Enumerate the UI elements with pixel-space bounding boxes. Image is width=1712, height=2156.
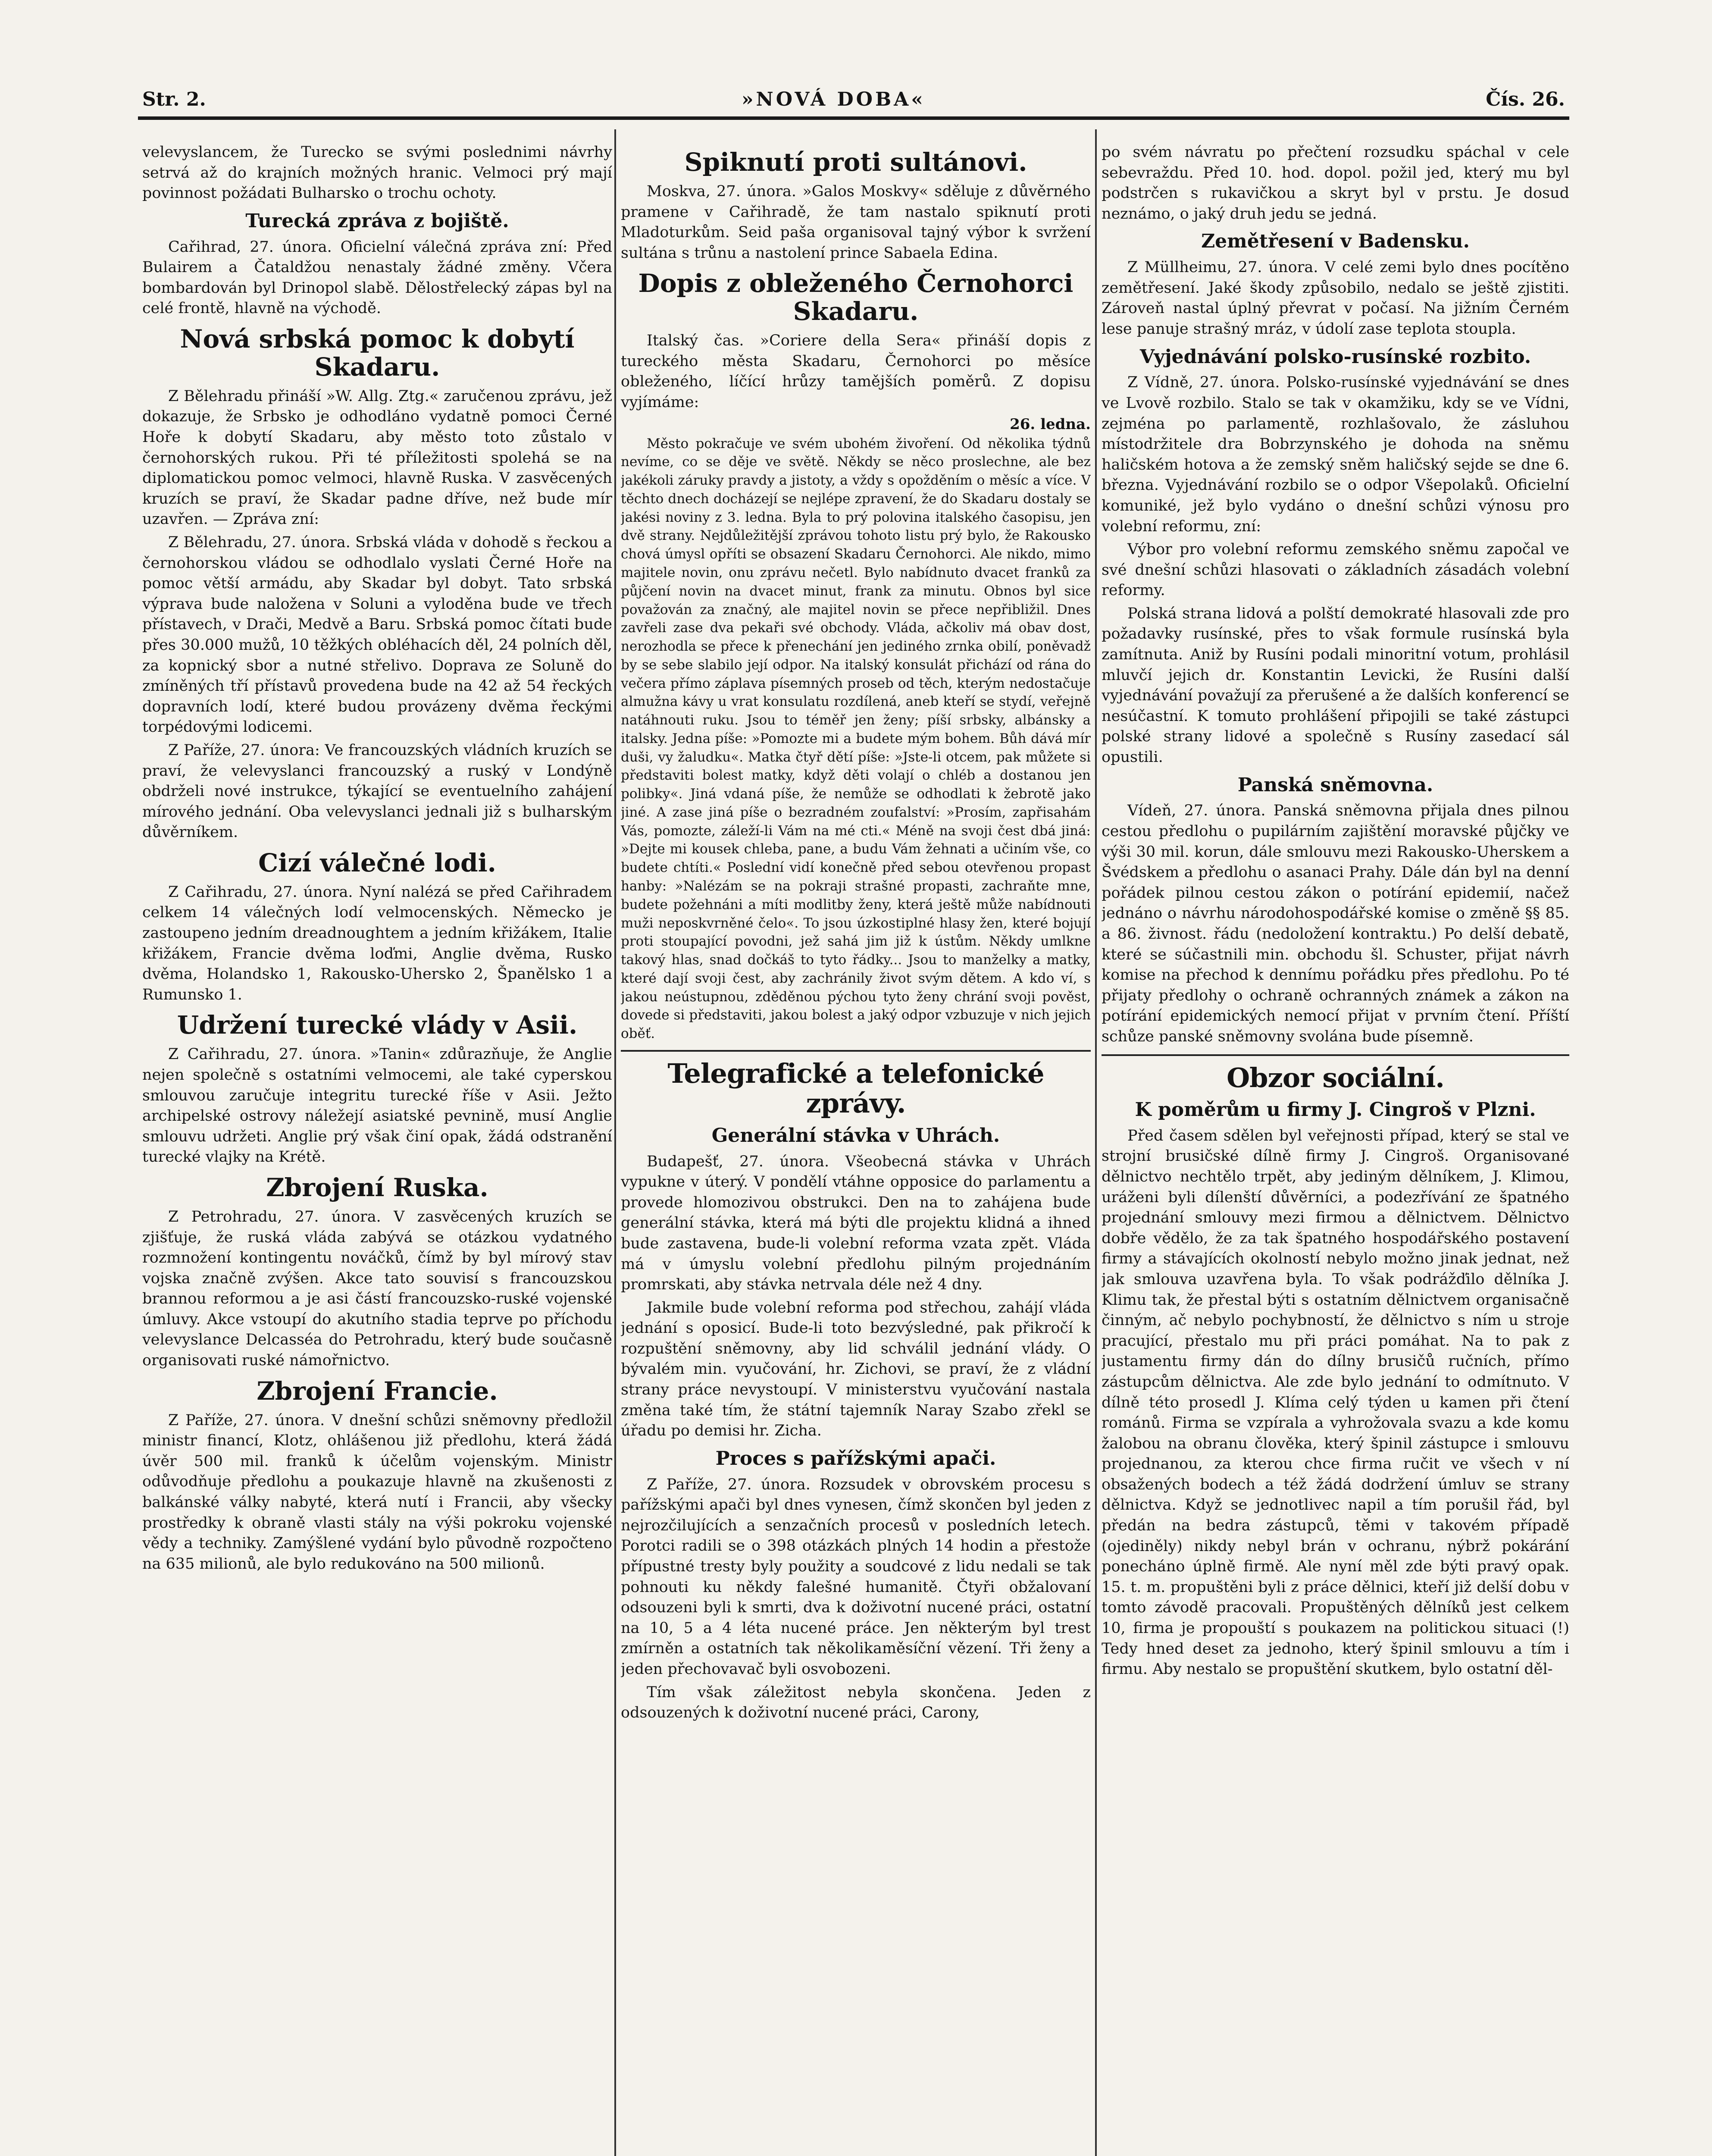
column-3 [1102,142,1569,2156]
article-title: Turecká zpráva z bojiště. [245,210,509,232]
column-1 [142,142,612,2156]
article-title: Udržení turecké vlády v Asii. [177,1010,578,1040]
article-subtitle: Generální stávka v Uhrách. [711,1124,1000,1147]
article-text: Jakmile bude volební reforma pod střechou, zahájí vláda jednání s oposicí. Bude-li toto bezvýsledné, pak přikročí k rozpuštění sněmovny, aby lid schválil jednání vlády. O bývalém min. vyučování, hr. Zichovi, se praví, že z vládní strany práce nevystoupí. V ministerstvu vyučování nastala změna také tím, že státní tajemník Naray Szabo zřekl se úřadu po demisi hr. Zicha. [621,1299,1091,1440]
article-title: Spiknutí proti sultánovi. [684,147,1027,177]
article-text: Z Müllheimu, 27. února. V celé zemi bylo dnes pocítěno zemětřesení. Jaké škody způsobilo, nedalo se ještě zjistiti. Zároveň nastal úplný převrat v počasí. Na jižním Černém lese panuje strašný mráz, v údolí zase teplota stoupla. [1102,259,1569,338]
article-text: Polská strana lidová a polští demokraté hlasovali zde pro požadavky rusínské, přes to však formule rusínská byla zamítnuta. Aniž by Rusíni podali minoritní votum, prohlásil mluvčí jejich dr. Konstantin Levicki, že Rusíni další vyjednávání považují za přerušené a že dalších konferencí se nesúčastní. K tomuto prohlášení připojili se také zástupci polské strany lidové a společně s Rusíny zasedací sál opustili. [1102,605,1569,766]
column-2 [621,142,1091,2156]
masthead-title: »NOVÁ DOBA« [742,88,926,110]
section-title: Obzor sociální. [1227,1062,1444,1094]
page-header [142,84,1565,115]
article-text: Z Cařihradu, 27. února. »Tanin« zdůrazňuje, že Anglie nejen společně s ostatními velmocemi, ale také cyperskou smlouvou zaručuje integritu turecké říše v Asii. Ježto archipelské ostrovy náležejí asiatské pevnině, musí Anglie smlouvu udržeti. Anglie prý však činí opak, žádá odstranění turecké vlajky na Krétě. [142,1046,612,1166]
article-text: Z Cařihradu, 27. února. Nyní nalézá se před Cařihradem celkem 14 válečných lodí velmocenských. Německo je zastoupeno jedním dreadnoughtem a jedním křižákem, Italie křižákem, Francie dvěma loďmi, Anglie dvěma, Rusko dvěma, Holandsko 1, Rakousko-Uhersko 2, Španělsko 1 a Rumunsko 1. [142,883,612,1003]
article-title: Cizí válečné lodi. [258,848,496,877]
article-text: Z Paříže, 27. února: Ve francouzských vládních kruzích se praví, že velevyslanci francouzský a ruský v Londýně obdrželi nové instrukce, týkající se eventuelního zahájení mírového jednání. Oba velevyslanci jednali již s bulharským důvěrníkem. [142,741,612,841]
article-text: Italský čas. »Coriere della Sera« přináší dopis z tureckého města Skadaru, Černohorci po měsíce obleženého, líčící hrůzy tamějších poměrů. Z dopisu vyjímáme: [621,332,1091,411]
letter-date: 26. ledna. [1010,415,1091,433]
header-rule [138,116,1569,120]
article-continuation: po svém návratu po přečtení rozsudku spáchal v cele sebevraždu. Před 10. hod. dopol. požil jed, který mu byl podstrčen s rukavičkou a skryt byl v prstu. Je dosud neznámo, o jaký druh jedu se jedná. [1102,144,1569,222]
column-divider [1095,129,1097,2156]
article-title: Zemětřesení v Badensku. [1201,230,1470,253]
article-subtitle: K poměrům u firmy J. Cingroš v Plzni. [1135,1098,1536,1121]
article-text: Město pokračuje ve svém ubohém živoření. Od několika týdnů nevíme, co se děje ve světě. Někdy se něco proslechne, ale bez jakékoli záruky pravdy a jistoty, a vždy s opožděním o měsíc a více. V těchto dnech docházejí se nejlépe zpravení, že do Skadaru dostaly se jakési noviny z 3. ledna. Byla to prý polovina italského časopisu, jen dvě strany. Nejdůležitější zprávou tohoto listu prý bylo, že Rakousko chová úmysl opříti se obsazení Skadaru Černohorci. Ale nikdo, mimo majitele novin, onu zprávu nečetl. Bylo nabídnuto dvacet franků za půjčení novin na dvacet minut, frank za minutu. Obnos byl sice považován za značný, ale majitel novin se přece nepřibližil. Dnes zavřeli zase dva pekaři své obchody. Vláda, ačkoliv má obav dost, nerozhodla se přece k přenechání jen jediného zrnka obilí, poněvadž by se sebe slabilo její odpor. Na italský konsulát přichází od rána do večera přímo záplava písemných proseb od těch, kterým nedostačuje almužna kávy u vrat konsulatu rozdílená, aneb kteří se stydí, veřejně natáhnouti ruku. Jsou to téměř jen ženy; píší srbsky, albánsky a italsky. Jedna píše: »Pomozte mi a budete mým bohem. Bůh dává mír duši, vy žaludku«. Matka čtyř dětí píše: »Jste-li otcem, pak můžete si představiti bolest matky, když děti volají o chléb a dostanou jen polibky«. Jiná vdaná píše, že nemůže se odhodlati k žebrotě jako jiné. A zase jiná píše o bezradném zoufalství: »Prosím, zapřisahám Vás, pomozte, záleží-li Vám na mé cti.« Méně na svoji čest dbá jiná: »Dejte mi kousek chleba, pane, a budu Vám žehnati a učiním vše, co budete chtíti.« Poslední vidí konečně před sebou otevřenou propast hanby: »Nalézám se na pokraji strašné propasti, zachraňte mne, budete požehnáni a míti modlitby ženy, která ještě může nabídnouti muži neposkvrněné čelo«. To jsou úzkostiplné hlasy žen, které bojují proti stoupající povodni, jež sahá jim již k ústům. Někdy umlkne takový hlas, snad dočkáš to tyto řádky... Jsou to manželky a matky, které dají svoji čest, aby zachránily život svým dětem. A kdo ví, s jakou neústupnou, zděděnou pýchou tyto ženy chrání svoji pověst, dovede si představiti, jakou bolest a jaký odpor vzbuzuje v nich jejich oběť. [621,436,1091,1042]
article-subtitle: Proces s pařížskými apači. [715,1447,996,1470]
page-number: Str. 2. [142,88,206,110]
article-text: Z Bělehradu, 27. února. Srbská vláda v dohodě s řeckou a černohorskou vládou se odhodlalo vyslati Černé Hoře na pomoc větší armádu, aby Skadar byl dobyt. Tato srbská výprava bude naložena v Soluni a vyloděna bude ve třech přístavech, v Drači, Medvě a Baru. Srbská pomoc čítati bude přes 30.000 mužů, 10 těžkých obléhacích děl, 24 polních děl, za kopnický sbor a nutné střelivo. Doprava ze Soluně do zmíněných tří přístavů provedena bude na 42 až 54 řeckých dopravních lodí, které budou provázeny dvěma řeckými torpédovými lodicemi. [142,534,612,736]
article-text: Z Paříže, 27. února. V dnešní schůzi sněmovny předložil ministr financí, Klotz, ohlášenou již předlohu, která žádá úvěr 500 mil. franků k účelům vojenským. Ministr odůvodňuje předlohu a poukazuje hlavně na zkušenosti z balkánské války nabyté, která nutí i Francii, aby všecky prostředky k obraně vlasti stály na výši pokroku vojenské vědy a techniky. Zamýšlené vydání bylo původně rozpočteno na 635 milionů, ale bylo redukováno na 500 milionů. [142,1411,612,1573]
article-continuation: velevyslancem, že Turecko se svými poslednimi návrhy setrvá až do krajních možných hranic. Velmoci prý mají povinnost požádati Bulharsko o trochu ochoty. [142,144,612,202]
article-title: Zbrojení Ruska. [266,1172,488,1202]
article-text: Z Paříže, 27. února. Rozsudek v obrovském procesu s pařížskými apači byl dnes vynesen, čímž skončen byl jeden z nejrozčilujících a senzačních procesů v posledních letech. Porotci radili se o 398 otázkách plných 14 hodin a přestože přípustné tresty byly použity a soudcové z lidu nedali se tak pohnouti ku někdy falešné humanitě. Čtyři obžalovaní odsouzeni byli k smrti, dva k doživotní nucené práci, ostatní na 10, 5 a 4 léta nucené práce. Jen některým byl trest zmírněn a ostatních tak několikaměsíční vězení. Tři ženy a jeden přechovavač byli osvobozeni. [621,1476,1091,1678]
article-text: Cařihrad, 27. února. Oficielní válečná zpráva zní: Před Bulairem a Čataldžou nenastaly žádné změny. Včera bombardován byl Drinopol slabě. Dělostřelecký zápas byl na celé frontě, hlavně na východě. [142,238,612,317]
section-divider [621,1050,1091,1052]
article-title: Dopis z obleženého Černohorci Skadaru. [638,269,1074,326]
article-text: Tím však záležitost nebyla skončena. Jeden z odsouzených k doživotní nucené práci, Carony, [621,1683,1091,1722]
article-text: Budapešť, 27. února. Všeobecná stávka v Uhrách vypukne v úterý. V pondělí vtáhne opposice do parlamentu a provede hlomozivou obstrukci. Den na to zahájena bude generální stávka, která má býti dle projektu klidná a ihned bude zastavena, bude-li volební reforma vzata zpět. Vláda má v úmyslu volební předlohu pilným projednáním promrskati, aby stávka netrvala déle než 4 dny. [621,1153,1091,1294]
article-text: Před časem sdělen byl veřejnosti případ, který se stal ve strojní brusičské dílně firmy J. Cingroš. Organisované dělnictvo nechtělo trpět, aby jediným dělníkem, J. Klimou, uráženi byli dílenští důvěrníci, a podezřívání ze špatného projednání smlouvy mezi firmou a dělnictvem. Dělnictvo dobře vědělo, že za tak špatného hospodářského postavení firmy a stávajících okolností nebylo možno jinak jednat, než jak smlouva uzavřena byla. To však podrážďilo dělníka J. Klimu tak, že přestal býti s ostatním dělnictvem organisačně činným, ač nebylo pochybností, že dělnictvo s ním u stroje pracující, přestalo mu při práci pomáhat. Na to pak z justamentu firmy dán do dílny brusičů ručních, přímo zástupcům dělnictva. Ale zde bylo jednání to odmítnuto. V dílně této prosedl J. Klíma celý týden u kamen při čtení románů. Firma se vzpírala a vyhrožovala svazu a kde komu žalobou na obranu člověka, který špinil zástupce i smlouvu projednanou, za kterou chce firma ručit ve všech v ní obsažených bodech a též žádá dodržení úmluv se strany dělnictva. Když se jednotlivec napil a tím porušil řád, byl předán na bedra zástupců, těmi v takovém případě (ojediněly) nikdy nebyl brán v ochranu, nýbrž pokárání ponecháno úplně firmě. Ale nyní měl zde býti pravý opak. 15. t. m. propuštěni byli z práce dělnici, kteří již delší dobu v tomto závodě pracovali. Propuštěných dělníků jest celkem 10, firma je propouští s poukazem na politickou situaci (!) Tedy hned deset za jednoho, který špinil smlouvu a tím i firmu. Aby nestalo se propuštění skutkem, bylo ostatní děl- [1102,1127,1569,1678]
article-text: Z Vídně, 27. února. Polsko-rusínské vyjednávání se dnes ve Lvově rozbilo. Stalo se tak v okamžiku, kdy se ve Vídni, zejména po parlamentě, rozhlašovalo, že zásluhou místodržitele dra Bobrzynského je dohoda na sněmu haličském hotova a že zemský sněm haličský sejde se dne 6. března. Vyjednávání rozbilo se o odpor Všepolaků. Oficielní komuniké, jež bylo vydáno o dnešní schůzi výnosu pro volební reformu, zní: [1102,374,1569,535]
article-text: Z Petrohradu, 27. února. V zasvěcených kruzích se zjišťuje, že ruská vláda zabývá se otázkou vydatného rozmnožení kontingentu nováčků, čímž by byl mírový stav vojska značně zvýšen. Akce tato souvisí s francouzskou brannou reformou a je asi částí francouzsko-ruské vojenské úmluvy. Akce vstoupí do akutního stadia teprve po příchodu velevyslance Delcasséa do Petrohradu, který bude současně organisovati ruské námořnictvo. [142,1208,612,1369]
article-title: Zbrojení Francie. [257,1376,498,1406]
article-text: Výbor pro volební reformu zemského sněmu započal ve své dnešní schůzi hlasovati o základních zásadách volební reformy. [1102,541,1569,599]
article-title: Vyjednávání polsko-rusínské rozbito. [1139,345,1531,368]
issue-number: Čís. 26. [1486,88,1565,110]
column-divider [614,129,616,2156]
article-text: Vídeň, 27. února. Panská sněmovna přijala dnes pilnou cestou předlohu o pupilárním zajištění moravské půjčky ve výši 30 mil. korun, dále smlouvu mezi Rakousko-Uherskem a Švédskem a předlohu o asanaci Prahy. Dále dán byl na denní pořádek pilnou cestou zákon o potírání epidemií, načež jednáno o návrhu národohospodářské komise o změně §§ 85. a 86. živnost. řádu (nedoložení kontraktu.) Po delší debatě, které se súčastnili min. obchodu šl. Schuster, přijat návrh komise na přechod k dennímu pořádku přes předlohu. Po té přijaty předlohy o ochraně ochranných známek a zákon na potírání epidemických nemocí přijat v prvním čtení. Příští schůze panské sněmovny svolána bude písemně. [1102,802,1569,1045]
article-text: Z Bělehradu přináší »W. Allg. Ztg.« zaručenou zprávu, jež dokazuje, že Srbsko je odhodláno vydatně pomoci Černé Hoře k dobytí Skadaru, aby město toto zůstalo v černohorských rukou. Při té příležitosti spolehá se na diplomatickou pomoc velmoci, hlavně Ruska. V zasvěcených kruzích se praví, že Skadar padne dříve, než bude mír uzavřen. — Zpráva zní: [142,387,612,528]
article-text: Moskva, 27. února. »Galos Moskvy« sděluje z důvěrného pramene v Cařihradě, že tam nastalo spiknutí proti Mladoturkům. Seid paša organisoval tajný výbor k svržení sultána s trůnu a nastolení prince Sabaela Edina. [621,182,1091,262]
section-divider [1102,1054,1569,1056]
article-title: Panská sněmovna. [1237,774,1433,796]
section-title: Telegrafické a telefonické zprávy. [667,1057,1044,1119]
article-title: Nová srbská pomoc k dobytí Skadaru. [180,324,575,382]
